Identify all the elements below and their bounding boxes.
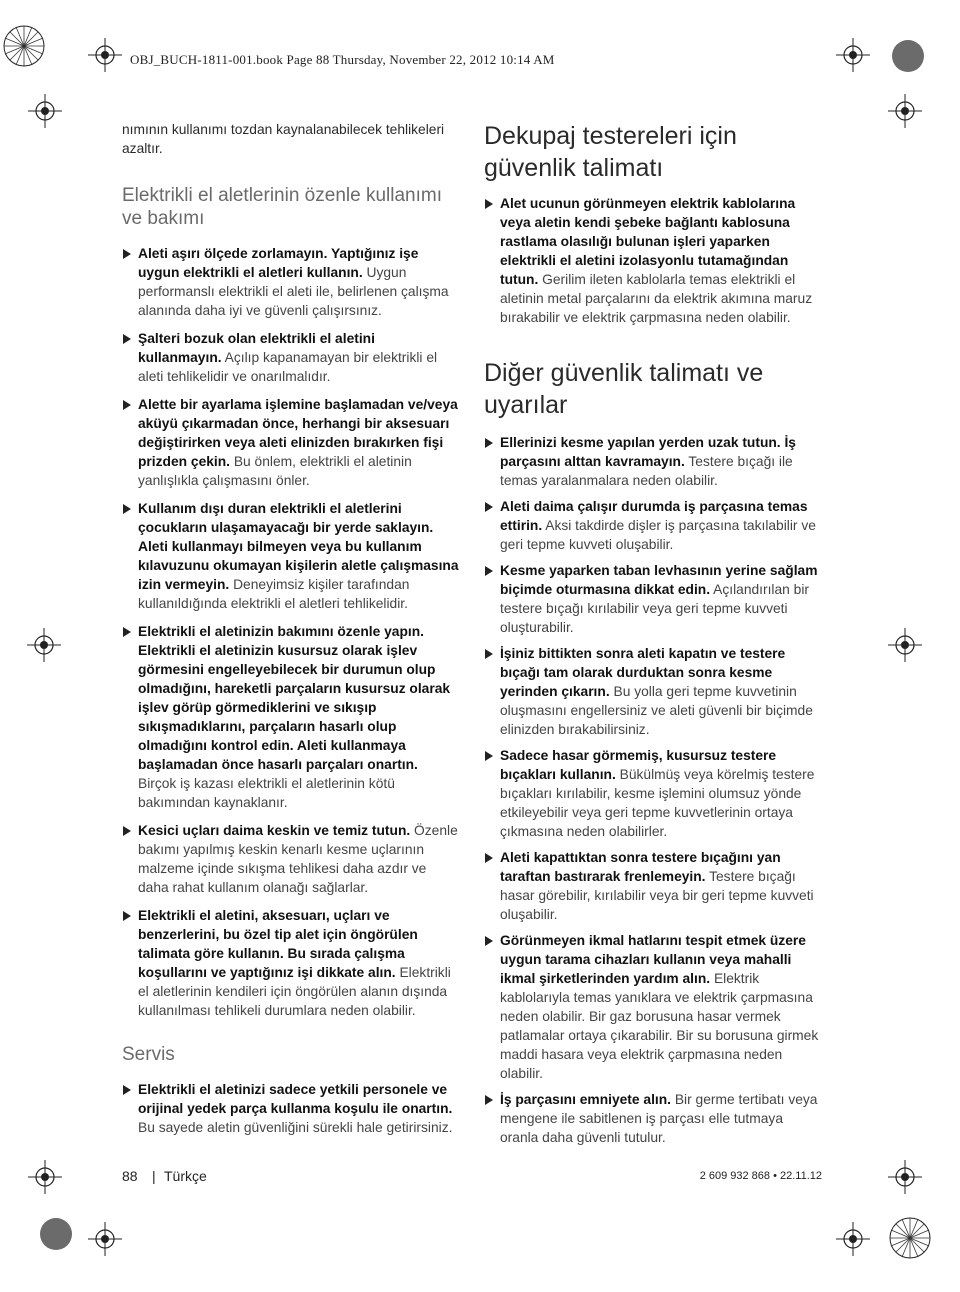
item-bold-text: Aleti aşırı ölçede zorlamayın. Yaptığınız işe uygun elektrikli el aletleri kullanın. bbox=[138, 246, 419, 280]
item-normal-text: Bükülmüş veya körelmiş testere bıçakları kırılabilir, kesme işlemini olumsuz yönde etkileyebilir veya geri tepme kuvvetlerinin ortaya çıkmasına neden olabilirler. bbox=[500, 767, 815, 839]
crosshair-bottom-1-icon bbox=[28, 1160, 62, 1194]
registration-mark-top-left-icon bbox=[0, 22, 48, 70]
list-item bbox=[122, 1080, 460, 1137]
bullet-triangle-icon bbox=[123, 334, 131, 344]
item-normal-text: Aksi takdirde dişler iş parçasına takılabilir ve geri tepme kuvveti oluşabilir. bbox=[500, 518, 816, 552]
list-item bbox=[122, 622, 460, 812]
item-bold-text: Kesme yaparken taban levhasının yerine sağlam biçimde oturmasına dikkat edin. bbox=[500, 563, 818, 597]
item-bold-text: Elektrikli el aletini, aksesuarı, uçları ve benzerlerini, bu özel tip alet için öngörülen talimata göre kullanın. Bu sırada çalışma koşullarını ve yaptığınız işi dikkate alın. bbox=[138, 908, 418, 980]
item-normal-text: Elektrik kablolarıyla temas yanıklara ve elektrik çarpmasına neden olabilir. Bir gaz borusuna hasar vermek patlamalar ortaya çıkarabilir. Bir su borusuna girmek maddi hasara veya elektrik çarpmasına neden olabilir. bbox=[500, 971, 819, 1081]
item-normal-text: Bu önlem, elektrikli el aletinin yanlışlıkla çalışmasını önler. bbox=[138, 454, 412, 488]
crosshair-bottom-3-icon bbox=[88, 1222, 122, 1256]
bullet-triangle-icon bbox=[123, 504, 131, 514]
list-item bbox=[122, 395, 460, 490]
bullet-triangle-icon bbox=[485, 438, 493, 448]
item-bold-text: Kullanım dışı duran elektrikli el aletlerini çocukların ulaşamayacağı bir yerde saklayın. Aleti kullanmayı bilmeyen veya bu kullanım kılavuzunu okumayan kişilerin aletle çalışmasına izin vermeyin. bbox=[138, 501, 459, 592]
bullet-triangle-icon bbox=[123, 627, 131, 637]
item-bold-text: Alet ucunun görünmeyen elektrik kablolarına veya aletin kendi şebeke bağlantı kablosuna rastlama olasılığı bulunan işleri yaparken elektrikli el aletini izolasyonlu tutamağından tutun. bbox=[500, 196, 796, 287]
bullet-triangle-icon bbox=[485, 566, 493, 576]
bullet-triangle-icon bbox=[485, 502, 493, 512]
bullet-triangle-icon bbox=[485, 853, 493, 863]
item-normal-text: Birçok iş kazası elektrikli el aletlerinin kötü bakımından kaynaklanır. bbox=[138, 776, 395, 810]
bullet-triangle-icon bbox=[485, 751, 493, 761]
list-item bbox=[484, 561, 824, 637]
item-normal-text: Açılıp kapanamayan bir elektrikli el aleti tehlikelidir ve onarılmalıdır. bbox=[138, 350, 438, 384]
item-normal-text: Testere bıçağı ile temas yaralanmalara neden olabilir. bbox=[500, 454, 793, 488]
list-item bbox=[484, 746, 824, 841]
bullet-triangle-icon bbox=[485, 199, 493, 209]
left-column bbox=[122, 120, 460, 1137]
section-heading-service: Servis bbox=[122, 1044, 175, 1065]
list-item bbox=[122, 499, 460, 613]
list-item bbox=[122, 906, 460, 1020]
list-item bbox=[484, 644, 824, 739]
list-item bbox=[484, 931, 824, 1083]
item-bold-text: İşiniz bittikten sonra aleti kapatın ve testere bıçağı tam olarak durduktan sonra kesme yerinden çıkarın. bbox=[500, 646, 786, 699]
section-heading-jigsaw-safety: Dekupaj testereleri için güvenlik talimatı bbox=[484, 122, 737, 182]
crosshair-top-1-icon bbox=[88, 38, 122, 72]
crosshair-bottom-2-icon bbox=[888, 1160, 922, 1194]
crosshair-mid-right-icon bbox=[888, 628, 922, 662]
item-normal-text: Elektrikli el aletlerinin kendileri için öngörülen alanın dışında kullanılması tehlikeli durumlara neden olabilir. bbox=[138, 965, 451, 1018]
item-bold-text: Kesici uçları daima keskin ve temiz tutun. bbox=[138, 823, 411, 838]
list-item bbox=[122, 244, 460, 320]
gray-disc-top-right-icon bbox=[890, 38, 926, 74]
bullet-triangle-icon bbox=[485, 649, 493, 659]
item-normal-text: Deneyimsiz kişiler tarafından kullanıldığında elektrikli el aletleri tehlikelidir. bbox=[138, 577, 410, 611]
section-heading-care: Elektrikli el aletlerinin özenle kullanımı ve bakımı bbox=[122, 185, 442, 229]
crosshair-bottom-4-icon bbox=[836, 1222, 870, 1256]
right-column bbox=[484, 120, 824, 1147]
item-bold-text: Aleti kapattıktan sonra testere bıçağını yan taraftan bastırarak frenlemeyin. bbox=[500, 850, 781, 884]
crosshair-top-right-2-icon bbox=[888, 94, 922, 128]
bullet-triangle-icon bbox=[123, 400, 131, 410]
item-normal-text: Özenle bakımı yapılmış keskin kenarlı kesme uçlarının malzeme içinde sıkışma tehlikesi daha azdır ve daha rahat kullanım olanağı sağlarlar. bbox=[138, 823, 458, 895]
gray-disc-bottom-left-icon bbox=[38, 1216, 74, 1252]
registration-mark-bottom-right-icon bbox=[886, 1214, 934, 1262]
item-bold-text: Elektrikli el aletinizin bakımını özenle yapın. Elektrikli el aletinizin kusursuz olarak işlev görmesini engelleyebilecek bir durumun olup olmadığını, hareketli parçaların kusursuz olarak işlev görüp görmediklerini ve sıkışıp sıkışmadıklarını, parçaların hasarlı olup olmadığını kontrol edin. Aleti kullanmaya başlamadan önce hasarlı parçaları onartın. bbox=[138, 624, 451, 772]
footer-language: Türkçe bbox=[164, 1168, 207, 1184]
item-normal-text: Açılandırılan bir testere bıçağı kırılabilir veya geri tepme kuvveti oluşturabilir. bbox=[500, 582, 810, 635]
bullet-triangle-icon bbox=[123, 1085, 131, 1095]
bullet-triangle-icon bbox=[123, 249, 131, 259]
section-heading-other-safety: Diğer güvenlik talimatı ve uyarılar bbox=[484, 359, 764, 419]
item-bold-text: İş parçasını emniyete alın. bbox=[500, 1092, 672, 1107]
item-bold-text: Görünmeyen ikmal hatlarını tespit etmek üzere uygun tarama cihazları kullanın veya mahalli ikmal şirketlerinden yardım alın. bbox=[500, 933, 806, 986]
list-item bbox=[484, 848, 824, 924]
list-item bbox=[122, 329, 460, 386]
doc-code: 2 609 932 868 • 22.11.12 bbox=[699, 1170, 822, 1182]
item-bold-text: Sadece hasar görmemiş, kusursuz testere bıçakları kullanın. bbox=[500, 748, 777, 782]
item-normal-text: Bu yolla geri tepme kuvvetinin oluşmasını engellersiniz ve aleti güvenli bir biçimde elinizden bırakabilirsiniz. bbox=[500, 684, 813, 737]
bullet-triangle-icon bbox=[485, 936, 493, 946]
crosshair-mid-left-icon bbox=[27, 628, 61, 662]
item-normal-text: Bir germe tertibatı veya mengene ile sabitlenen iş parçası elle tutmaya oranla daha güvenli tutulur. bbox=[500, 1092, 818, 1145]
item-normal-text: Bu sayede aletin güvenliğini sürekli hale getirirsiniz. bbox=[138, 1120, 453, 1135]
bullet-triangle-icon bbox=[485, 1095, 493, 1105]
crosshair-top-2-icon bbox=[28, 94, 62, 128]
page-footer bbox=[122, 1168, 822, 1188]
list-item bbox=[484, 1090, 824, 1147]
item-normal-text: Gerilim ileten kablolarla temas elektrikli el aletinin metal parçalarını da elektrik akımına maruz bırakabilir ve elektrik çarpmasına neden olabilir. bbox=[500, 272, 813, 325]
item-bold-text: Aleti daima çalışır durumda iş parçasına temas ettirin. bbox=[500, 499, 808, 533]
item-bold-text: Elektrikli el aletinizi sadece yetkili personele ve orijinal yedek parça kullanma koşulu ile onartın. bbox=[138, 1082, 453, 1116]
item-normal-text: Uygun performanslı elektrikli el aleti ile, belirlenen çalışma alanında daha iyi ve güvenli çalışırsınız. bbox=[138, 265, 449, 318]
print-header: OBJ_BUCH-1811-001.book Page 88 Thursday, November 22, 2012 10:14 AM bbox=[130, 52, 555, 67]
intro-text: nımının kullanımı tozdan kaynalanabilecek tehlikeleri azaltır. bbox=[122, 122, 445, 156]
item-bold-text: Şalteri bozuk olan elektrikli el aletini kullanmayın. bbox=[138, 331, 375, 365]
item-bold-text: Ellerinizi kesme yapılan yerden uzak tutun. İş parçasını alttan kavramayın. bbox=[500, 435, 796, 469]
list-item bbox=[484, 433, 824, 490]
list-item bbox=[122, 821, 460, 897]
footer-separator: | bbox=[152, 1168, 156, 1184]
crosshair-top-right-1-icon bbox=[836, 38, 870, 72]
page-number: 88 bbox=[122, 1168, 138, 1184]
bullet-triangle-icon bbox=[123, 826, 131, 836]
item-normal-text: Testere bıçağı hasar görebilir, kırılabilir veya bir geri tepme kuvveti oluşabilir. bbox=[500, 869, 814, 922]
list-item bbox=[484, 497, 824, 554]
bullet-triangle-icon bbox=[123, 911, 131, 921]
item-bold-text: Alette bir ayarlama işlemine başlamadan ve/veya aküyü çıkarmadan önce, herhangi bir aksesuarı değiştirirken veya aleti elinizden bırakırken fişi prizden çekin. bbox=[138, 397, 458, 469]
list-item bbox=[484, 194, 824, 327]
